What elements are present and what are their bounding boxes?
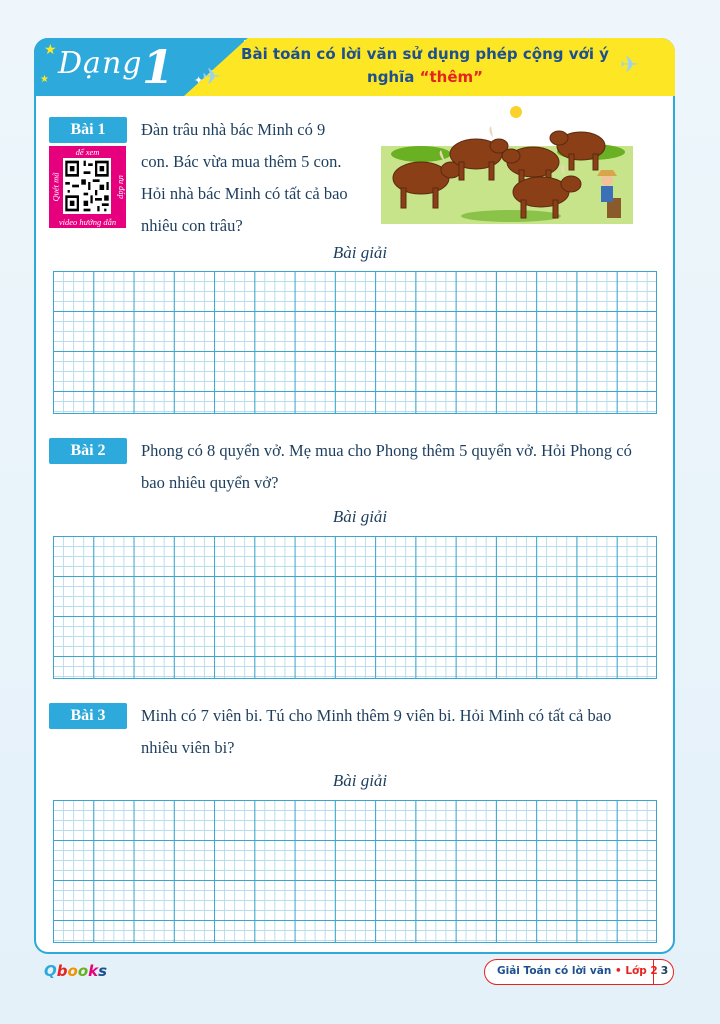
section-title — [230, 43, 620, 89]
title-keyword: thêm — [429, 68, 474, 86]
problem-3-label: Bài 3 — [49, 703, 127, 729]
problem-text-line: con. Bác vừa mua thêm 5 con. — [141, 152, 342, 171]
problem-2-solution-label: Bài giải — [332, 507, 388, 526]
section-header — [34, 38, 675, 96]
qr-code-icon — [63, 158, 111, 214]
logo-letter: s — [98, 962, 108, 980]
problem-3-solution-label: Bài giải — [332, 771, 388, 790]
problem-text-line: Minh có 7 viên bi. Tú cho Minh thêm 9 viên bi. Hỏi Minh có tất cả bao — [141, 706, 612, 725]
problem-text-line: bao nhiêu quyển vở? — [141, 473, 279, 492]
buffalo-illustration — [381, 104, 633, 224]
airplane-icon: ✈ — [620, 52, 639, 77]
logo-letter: b — [56, 962, 68, 980]
section-label: Dạng — [58, 46, 143, 81]
airplane-icon: ✈ — [202, 64, 221, 89]
section-number: 1 — [142, 40, 175, 94]
logo-letter: Q — [44, 962, 57, 980]
problem-1-text — [141, 114, 348, 242]
qr-code-box[interactable] — [49, 146, 126, 228]
star-icon: ★ — [40, 74, 49, 85]
problem-1-answer-grid[interactable] — [53, 271, 657, 414]
qr-top-text: để xem — [75, 147, 100, 157]
title-quote-close: ” — [473, 68, 483, 86]
problem-text-line: Hỏi nhà bác Minh có tất cả bao — [141, 184, 348, 203]
problem-2-answer-grid[interactable] — [53, 536, 657, 679]
qr-right-text: ưu đáp — [117, 175, 128, 199]
qr-bottom-text: video hướng dẫn — [58, 217, 117, 227]
problem-text-line: nhiêu con trâu? — [141, 216, 243, 235]
page-number: 3 — [653, 959, 675, 985]
problem-text-line: nhiêu viên bi? — [141, 738, 235, 757]
problem-2-text — [141, 435, 632, 499]
publisher-logo — [44, 962, 107, 980]
footer-separator: • — [611, 965, 626, 977]
section-title-line-1: Bài toán có lời văn sử dụng phép cộng với ý — [241, 45, 609, 63]
star-icon: ✦ — [194, 75, 204, 87]
qr-left-text: Quét mã — [50, 172, 61, 202]
problem-3-text — [141, 700, 611, 764]
star-icon: ★ — [44, 43, 57, 58]
problem-1-label: Bài 1 — [49, 117, 127, 143]
logo-letter: o — [67, 962, 78, 980]
problem-2-label: Bài 2 — [49, 438, 127, 464]
book-grade: Lớp 2 — [625, 965, 658, 977]
problem-text-line: Đàn trâu nhà bác Minh có 9 — [141, 120, 326, 139]
problem-3-answer-grid[interactable] — [53, 800, 657, 943]
section-title-line-2 — [230, 66, 620, 89]
problem-text-line: Phong có 8 quyển vở. Mẹ mua cho Phong thêm 5 quyển vở. Hỏi Phong có — [141, 441, 632, 460]
title-quote-open: “ — [419, 68, 430, 86]
book-title-tag — [484, 959, 674, 985]
logo-letter: o — [77, 962, 89, 980]
section-title-prefix: nghĩa — [367, 68, 420, 86]
problem-1-solution-label: Bài giải — [332, 243, 388, 262]
book-title: Giải Toán có lời văn — [497, 965, 612, 977]
logo-letter: k — [88, 962, 99, 980]
